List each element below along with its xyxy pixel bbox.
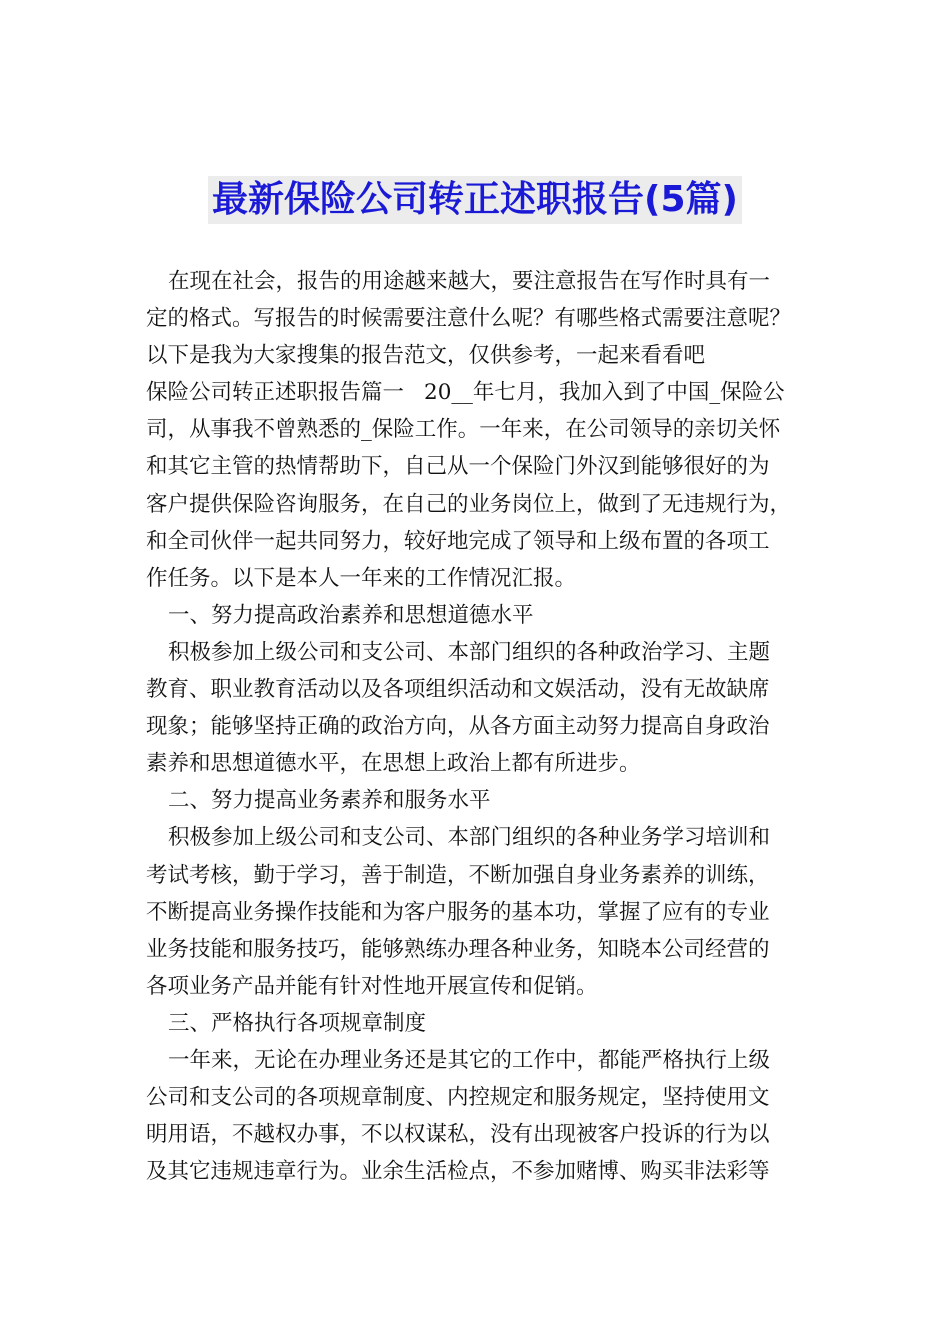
paragraph-line: 素养和思想道德水平，在思想上政治上都有所进步。	[146, 751, 641, 777]
section-heading: 二、努力提高业务素养和服务水平	[168, 788, 491, 814]
paragraph-line: 不断提高业务操作技能和为客户服务的基本功，掌握了应有的专业	[146, 899, 770, 925]
section-heading: 一、努力提高政治素养和思想道德水平	[168, 602, 534, 628]
paragraph-line: 现象；能够坚持正确的政治方向，从各方面主动努力提高自身政治	[146, 714, 770, 740]
document-title: 最新保险公司转正述职报告(5篇)	[208, 176, 742, 224]
paragraph-line: 教育、职业教育活动以及各项组织活动和文娱活动，没有无故缺席	[146, 677, 770, 703]
paragraph-line: 各项业务产品并能有针对性地开展宣传和促销。	[146, 973, 598, 999]
paragraph-line: 以下是我为大家搜集的报告范文，仅供参考，一起来看看吧	[146, 343, 706, 369]
paragraph-line: 作任务。以下是本人一年来的工作情况汇报。	[146, 565, 577, 591]
paragraph-line: 及其它违规违章行为。业余生活检点，不参加赌博、购买非法彩等	[146, 1159, 770, 1185]
paragraph-line: 定的格式。写报告的时候需要注意什么呢？有哪些格式需要注意呢？	[146, 306, 792, 332]
paragraph-line: 和其它主管的热情帮助下，自己从一个保险门外汉到能够很好的为	[146, 454, 770, 480]
paragraph-line: 考试考核，勤于学习，善于制造，不断加强自身业务素养的训练，	[146, 862, 770, 888]
paragraph-line: 积极参加上级公司和支公司、本部门组织的各种业务学习培训和	[168, 825, 771, 851]
paragraph-line: 和全司伙伴一起共同努力，较好地完成了领导和上级布置的各项工	[146, 528, 770, 554]
paragraph-line: 客户提供保险咨询服务，在自己的业务岗位上，做到了无违规行为，	[146, 491, 792, 517]
paragraph-line	[146, 374, 814, 411]
paragraph-line: 明用语，不越权办事，不以权谋私，没有出现被客户投诉的行为以	[146, 1122, 770, 1148]
paragraph-line: 司，从事我不曾熟悉的_保险工作。一年来，在公司领导的亲切关怀	[146, 417, 781, 443]
paragraph-line: 公司和支公司的各项规章制度、内控规定和服务规定，坚持使用文	[146, 1085, 770, 1111]
paragraph-line: 在现在社会，报告的用途越来越大，要注意报告在写作时具有一	[168, 269, 771, 294]
title-container	[0, 176, 950, 224]
document-body	[146, 263, 814, 1190]
paragraph-text: 20__年七月，我加入到了中国_保险公	[424, 380, 785, 406]
paragraph-line: 业务技能和服务技巧，能够熟练办理各种业务，知晓本公司经营的	[146, 936, 770, 962]
section-heading: 三、严格执行各项规章制度	[168, 1010, 427, 1036]
paragraph-line: 积极参加上级公司和支公司、本部门组织的各种政治学习、主题	[168, 639, 771, 665]
paragraph-line: 一年来，无论在办理业务还是其它的工作中，都能严格执行上级	[168, 1047, 771, 1073]
section-heading: 保险公司转正述职报告篇一	[146, 380, 405, 406]
